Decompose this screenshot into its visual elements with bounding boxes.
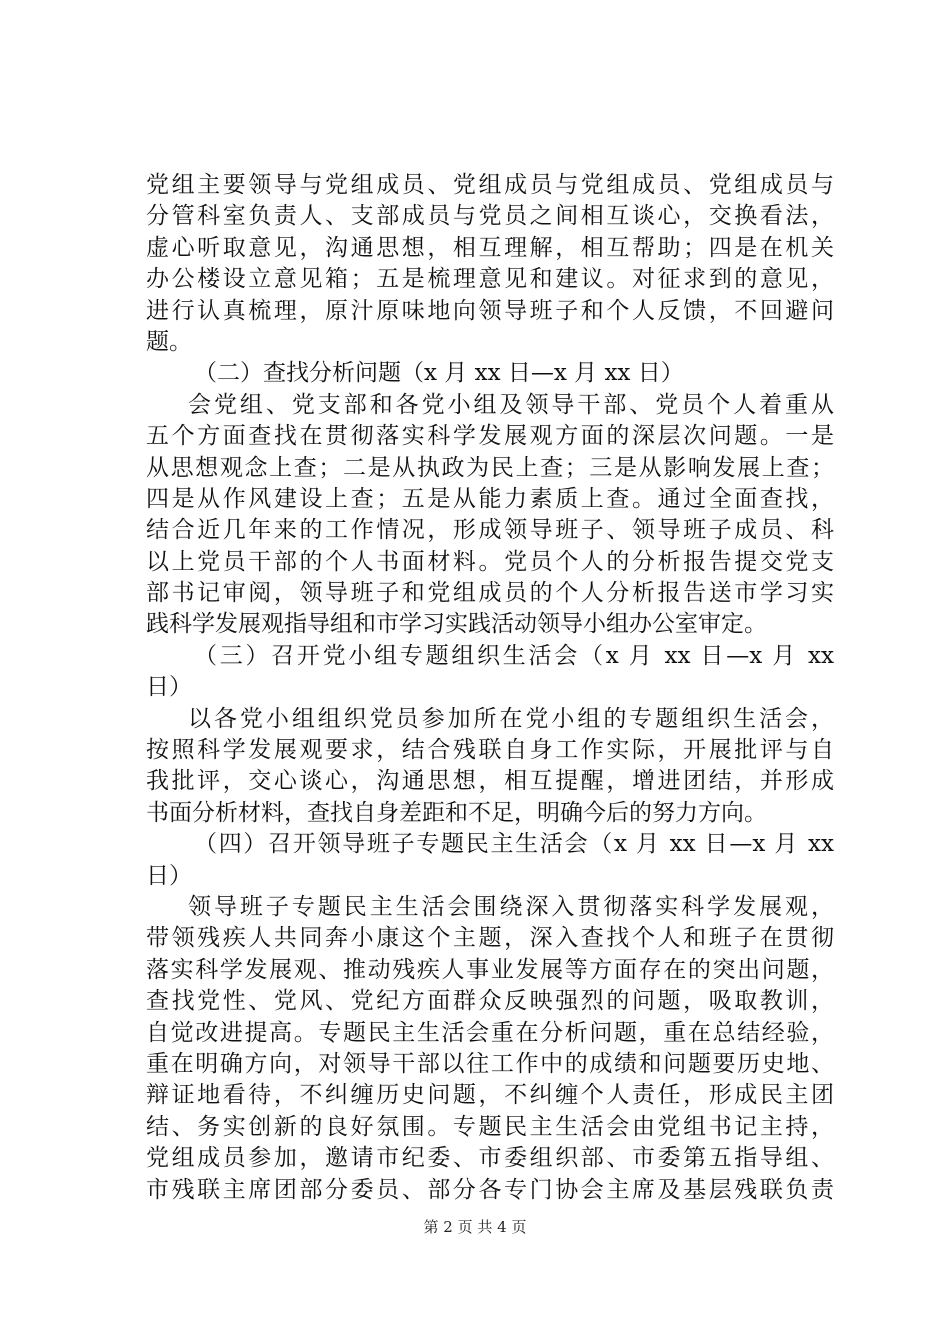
body-line: 查找党性、党风、党纪方面群众反映强烈的问题，吸取教训， xyxy=(146,988,834,1015)
body-line: 办公楼设立意见箱；五是梳理意见和建议。对征求到的意见， xyxy=(146,266,834,293)
body-line: 五个方面查找在贯彻落实科学发展观方面的深层次问题。一是 xyxy=(146,423,834,450)
body-line: 重在明确方向，对领导干部以往工作中的成绩和问题要历史地、 xyxy=(146,1050,834,1077)
body-line: 题。 xyxy=(146,328,192,355)
document-body xyxy=(146,170,834,1206)
body-line: 领导班子专题民主生活会围绕深入贯彻落实科学发展观， xyxy=(188,893,834,920)
body-line: 进行认真梳理，原汁原味地向领导班子和个人反馈，不回避问 xyxy=(146,297,834,324)
body-line: 践科学发展观指导组和市学习实践活动领导小组办公室审定。 xyxy=(146,611,767,638)
body-line: 按照科学发展观要求，结合残联自身工作实际，开展批评与自 xyxy=(146,737,834,764)
body-line: 市残联主席团部分委员、部分各专门协会主席及基层残联负责 xyxy=(146,1176,834,1203)
body-line: 四是从作风建设上查；五是从能力素质上查。通过全面查找， xyxy=(146,485,834,512)
section-heading-continuation: 日） xyxy=(146,674,192,701)
body-line: 党组主要领导与党组成员、党组成员与党组成员、党组成员与 xyxy=(146,172,834,198)
body-line: 落实科学发展观、推动残疾人事业发展等方面存在的突出问题， xyxy=(146,956,834,983)
body-line: 书面分析材料，查找自身差距和不足，明确今后的努力方向。 xyxy=(146,799,767,826)
body-line: 结合近几年来的工作情况，形成领导班子、领导班子成员、科 xyxy=(146,517,834,544)
body-line: 虚心听取意见，沟通思想，相互理解，相互帮助；四是在机关 xyxy=(146,234,834,261)
body-line: 带领残疾人共同奔小康这个主题，深入查找个人和班子在贯彻 xyxy=(146,925,834,952)
body-line: 辩证地看待，不纠缠历史问题，不纠缠个人责任，形成民主团 xyxy=(146,1082,834,1109)
section-heading-continuation: 日） xyxy=(146,862,192,889)
body-line: 从思想观念上查；二是从执政为民上查；三是从影响发展上查； xyxy=(146,454,834,481)
section-heading: （四）召开领导班子专题民主生活会（x 月 xx 日—x 月 xx xyxy=(194,831,834,858)
body-line: 会党组、党支部和各党小组及领导干部、党员个人着重从 xyxy=(188,391,834,418)
section-heading: （三）召开党小组专题组织生活会（x 月 xx 日—x 月 xx xyxy=(194,642,834,669)
page-number-footer: 第 2 页 共 4 页 xyxy=(423,1218,527,1236)
body-line: 以各党小组组织党员参加所在党小组的专题组织生活会， xyxy=(188,705,834,732)
body-line: 部书记审阅，领导班子和党组成员的个人分析报告送市学习实 xyxy=(146,580,834,607)
body-line: 党组成员参加，邀请市纪委、市委组织部、市委第五指导组、 xyxy=(146,1145,834,1172)
body-line: 以上党员干部的个人书面材料。党员个人的分析报告提交党支 xyxy=(146,548,834,575)
section-heading: （二）查找分析问题（x 月 xx 日—x 月 xx 日） xyxy=(194,360,684,387)
body-line: 自觉改进提高。专题民主生活会重在分析问题，重在总结经验， xyxy=(146,1019,834,1046)
body-line: 结、务实创新的良好氛围。专题民主生活会由党组书记主持， xyxy=(146,1113,834,1140)
body-line: 我批评，交心谈心，沟通思想，相互提醒，增进团结，并形成 xyxy=(146,768,834,795)
body-line: 分管科室负责人、支部成员与党员之间相互谈心，交换看法， xyxy=(146,203,834,230)
